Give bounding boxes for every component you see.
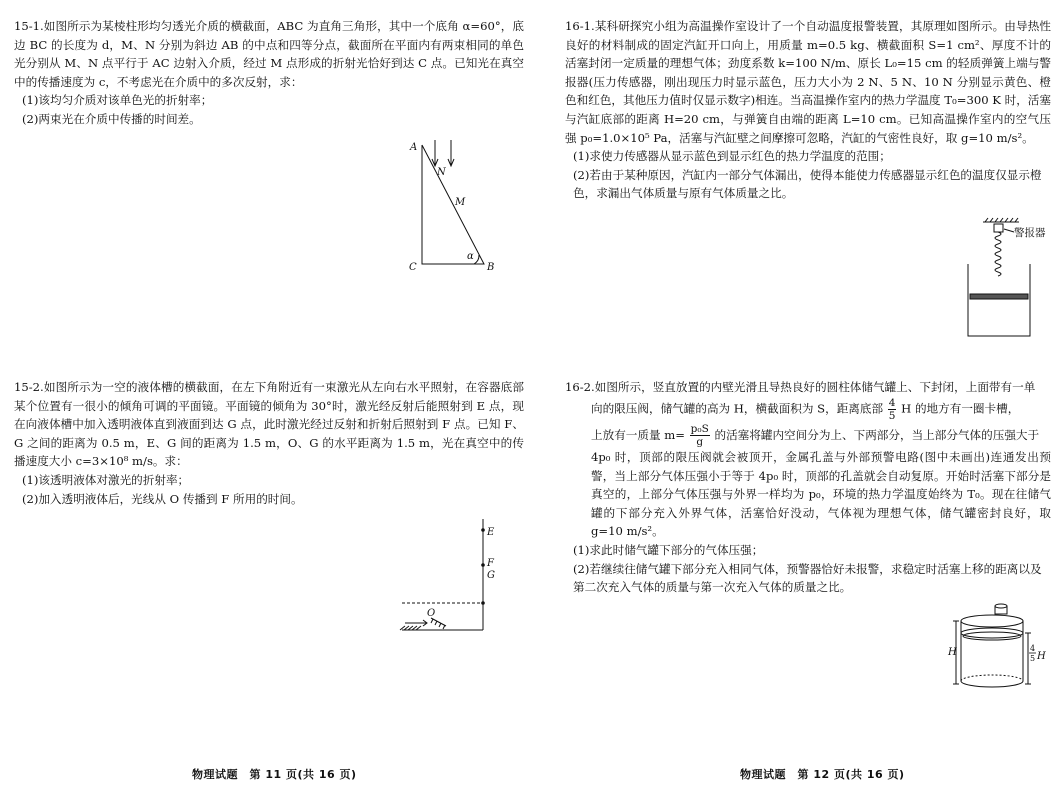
label-alpha: α bbox=[467, 251, 474, 262]
label-C: C bbox=[409, 262, 417, 273]
label-F: F bbox=[487, 558, 494, 569]
label-M: M bbox=[455, 197, 466, 208]
q16-2-line3-a: 上放有一质量 m= bbox=[591, 427, 685, 442]
q16-2-rest: 4p₀ 时，顶部的限压阀就会被顶开，金属孔盖与外部预警电路(图中未画出)连通发出预警，当上部分气体压强小于等于 4p₀ 时，顶部的孔盖就会自动复原。开始时活塞下部分是真空的，上部分气体压强与外界一样均为 p₀，环境的热力学温度始终为 T₀。现在往储气罐的下部分充入外界气体，活塞恰好没动，气体视为理想气体，储气罐密封良好，取 g=10 m/s²。 bbox=[591, 450, 1051, 539]
left-footer: 物理试题 第 11 页(共 16 页) bbox=[192, 768, 357, 781]
label-A: A bbox=[410, 142, 418, 153]
q15-1-sub1: (1)该均匀介质对该单色光的折射率； bbox=[22, 93, 213, 108]
frac-den: g bbox=[696, 436, 704, 449]
q16-1-sub2: (2)若由于某种原因，汽缸内一部分气体漏出，使得本能使力传感器显示红色的温度仅显示橙色，求漏出气体质量与原有气体质量之比。 bbox=[573, 167, 1042, 201]
q15-2-sub2: (2)加入透明液体后，光线从 O 传播到 F 所用的时间。 bbox=[22, 491, 303, 506]
q15-1-sub2: (2)两束光在介质中传播的时间差。 bbox=[22, 111, 201, 126]
frac-num: 4 bbox=[888, 396, 896, 409]
q16-2-sub2: (2)若继续往储气罐下部分充入相同气体，预警器恰好未报警，求稳定时活塞上移的距离以及第二次充入气体的质量与第一次充入气体的质量之比。 bbox=[573, 561, 1042, 595]
label-E: E bbox=[487, 527, 495, 538]
q16-2-line1: 16-2.如图所示，竖直放置的内壁光滑且导热良好的圆柱体储气罐上、下封闭，上面带有一单 bbox=[565, 380, 1036, 394]
q16-1-stem: 16-1.某科研探究小组为高温操作室设计了一个自动温度报警装置，其原理如图所示。由导热性良好的材料制成的固定汽缸开口向上，用质量 m=0.5 kg、横截面积 S=1 cm²、厚度不计的活塞封闭一定质量的理想气体；劲度系数 k=100 N/m、原长 L₀=15 cm 的轻质弹簧上端与警报器(压力传感器，刚出现压力时显示蓝色，压力大小为 2 N、5 N、10 N 分别显示黄色、橙色和红色，其他压力值时仅显示数字)相连。当高温操作室内的热力学温度 T₀=300 K 时，活塞与汽缸底部的距离 H=20 cm，与弹簧自由端的距离 L=10 cm。已知高温操作室内的空气压强 p₀=1.0×10⁵ Pa，活塞与汽缸壁之间摩擦可忽略，汽缸的气密性良好，取 g=10 m/s²。 bbox=[565, 19, 1051, 145]
label-H: H bbox=[948, 647, 957, 658]
q15-2-sub1: (1)该透明液体对激光的折射率； bbox=[22, 472, 190, 487]
alarm-label: 警报器 bbox=[1014, 227, 1046, 239]
label-H2: H bbox=[1037, 651, 1046, 662]
q16-2-line2-b: H 的地方有一圈卡槽， bbox=[901, 401, 1020, 416]
q16-1-sub1: (1)求使力传感器从显示蓝色到显示红色的热力学温度的范围； bbox=[573, 149, 891, 164]
q16-2-line3-b: 的活塞将罐内空间分为上、下两部分，当上部分气体的压强大于 bbox=[714, 427, 1040, 442]
q15-2-stem: 15-2.如图所示为一空的液体槽的横截面，在左下角附近有一束激光从左向右水平照射，在容器底部某个位置有一很小的倾角可调的平面镜。平面镜的倾角为 30°时，激光经反射后能照射到 E 点，现在向液体槽中加入透明液体直到液面到达 G 点，此时激光经过反射和折射后照射到 F 点。已知 F、G 之间的距离为 0.5 m，E、G 间的距离为 1.5 m，O、G 的水平距离为 1.5 m，光在真空中的传播速度大小 c=3×10⁸ m/s。求： bbox=[14, 380, 524, 469]
frac-den: 5 bbox=[888, 409, 896, 422]
right-footer: 物理试题 第 12 页(共 16 页) bbox=[740, 768, 905, 781]
label-O: O bbox=[427, 608, 436, 619]
frac-num: p₀S bbox=[690, 423, 709, 436]
label-frac-den: 5 bbox=[1030, 654, 1036, 663]
q15-1-stem: 15-1.如图所示为某棱柱形均匀透光介质的横截面，ABC 为直角三角形，其中一个底角 α=60°，底边 BC 的长度为 d，M、N 分别为斜边 AB 的中点和四等分点，截面所在平面内有两束相同的单色光分别从 M、N 点平行于 AC 边射入介质，经过 M 点形成的折射光恰好到达 C 点。已知光在真空中的传播速度为 c，不考虑光在介质中的多次反射，求： bbox=[14, 19, 524, 89]
label-G: G bbox=[487, 570, 495, 581]
label-B: B bbox=[487, 262, 495, 273]
label-N: N bbox=[437, 167, 446, 178]
label-frac-num: 4 bbox=[1030, 644, 1036, 653]
q16-2-sub1: (1)求此时储气罐下部分的气体压强； bbox=[573, 543, 764, 558]
q16-2-line2-a: 向的限压阀，储气罐的高为 H，横截面积为 S，距离底部 bbox=[591, 401, 884, 416]
